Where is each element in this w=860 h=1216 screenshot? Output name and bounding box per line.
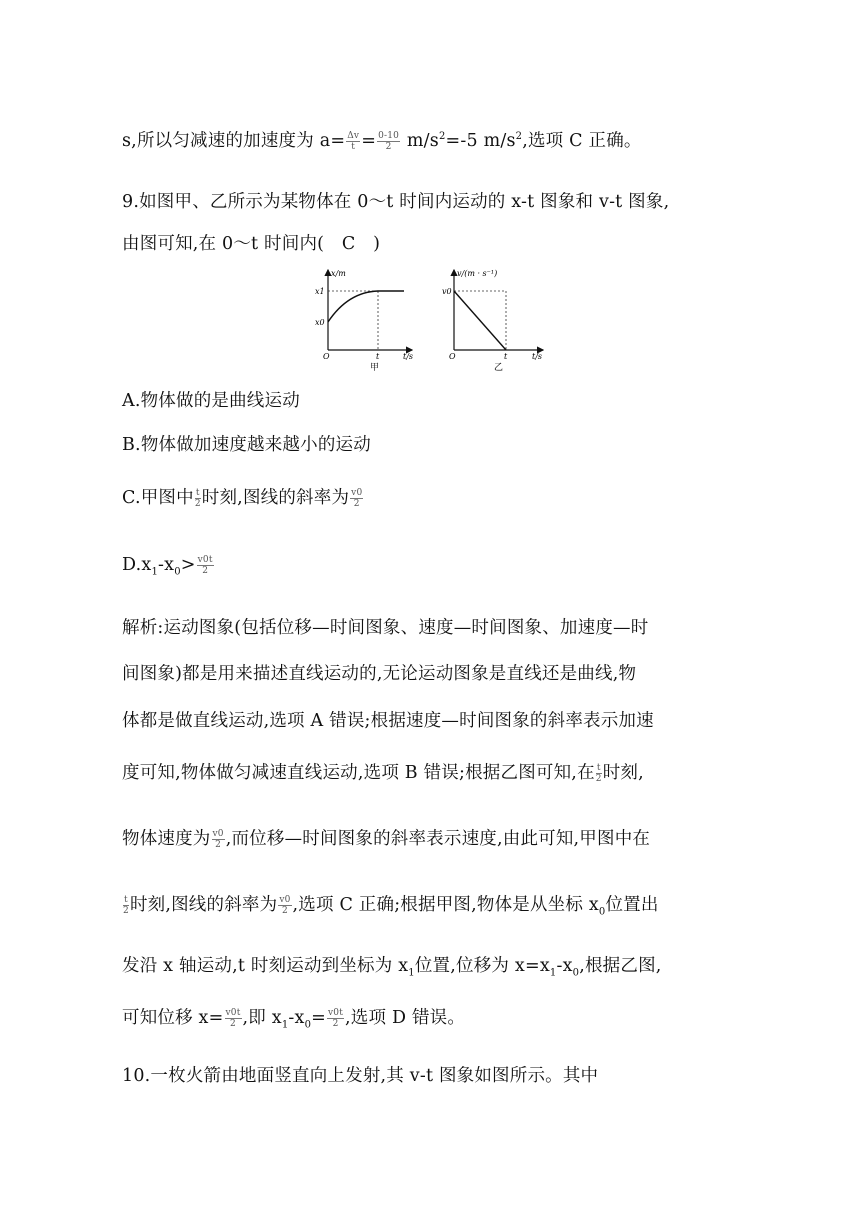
fraction: $\frac{v0t}{2}$ xyxy=(328,1008,344,1029)
fraction: $\frac{v0t}{2}$ xyxy=(225,1008,241,1029)
option-a: A.物体做的是曲线运动 xyxy=(122,391,300,411)
question-9-line-2: 由图可知,在 0～t 时间内( C ) xyxy=(122,234,381,254)
analysis-line-1: 解析:运动图象(包括位移—时间图象、速度—时间图象、加速度—时 xyxy=(122,618,649,638)
origin-label: O xyxy=(323,352,330,361)
x-axis-label: t/s xyxy=(532,352,543,361)
t-label: t xyxy=(504,352,508,361)
y-axis-label: x/m xyxy=(331,269,346,278)
option-b: B.物体做加速度越来越小的运动 xyxy=(122,435,371,455)
v0-label: v0 xyxy=(442,287,452,296)
motion-graphs-figure xyxy=(308,262,558,378)
text-line: s,所以匀减速的加速度为 a= $\frac{\Delta v}{t}$ = $\frac{0-10}{2}$ $m/s^2=-5$ $m/s^2$,选项 C 正确。 xyxy=(122,131,642,152)
fraction: $\frac{t}{2}$ xyxy=(123,895,129,916)
question-9-line-1: 9.如图甲、乙所示为某物体在 0～t 时间内运动的 x-t 图象和 v-t 图象, xyxy=(122,192,670,212)
fraction: $\frac{v0}{2}$ xyxy=(212,829,224,850)
fraction: $\frac{v0}{2}$ xyxy=(351,488,363,509)
analysis-line-6: $\frac{t}{2}$ 时刻,图线的斜率为 $\frac{v0}{2}$ ,选项 C 正确;根据甲图,物体是从坐标 $x_0$位置出 xyxy=(123,895,659,918)
x-t-graph xyxy=(315,269,413,373)
analysis-line-5: 物体速度为 $\frac{v0}{2}$ ,而位移—时间图象的斜率表示速度,由此可知,甲图中在 xyxy=(122,829,651,850)
fraction: $\frac{t}{2}$ xyxy=(595,763,602,784)
text: s,所以匀减速的加速度为 a= xyxy=(122,131,346,151)
graphs-svg xyxy=(308,262,558,374)
question-10-line-1: 10.一枚火箭由地面竖直向上发射,其 v-t 图象如图所示。其中 xyxy=(122,1066,599,1086)
fraction: $\frac{t}{2}$ xyxy=(194,488,201,509)
v-t-line xyxy=(454,291,506,350)
x0-label: x0 xyxy=(315,318,325,327)
fraction: $\frac{v0t}{2}$ xyxy=(197,555,213,576)
fraction: $\frac{v0}{2}$ xyxy=(279,895,291,916)
option-d: $D.x_1-x_0>$ $\frac{v0t}{2}$ xyxy=(122,555,213,578)
analysis-line-7: 发沿 x 轴运动,t 时刻运动到坐标为 $x_1$位置,位移为 $x=x_1-x_0$,根据乙图, xyxy=(122,956,662,979)
caption-yi: 乙 xyxy=(494,363,504,373)
t-label: t xyxy=(376,352,380,361)
origin-label: O xyxy=(449,352,456,361)
x-t-curve xyxy=(328,291,404,322)
fraction: $\frac{\Delta v}{t}$ xyxy=(347,131,360,152)
caption-jia: 甲 xyxy=(370,363,380,373)
x1-label: x1 xyxy=(315,287,325,296)
analysis-line-8: 可知位移 x= $\frac{v0t}{2}$ ,即 $x_1-x_0=$ $\frac{v0t}{2}$ ,选项 D 错误。 xyxy=(122,1008,466,1031)
analysis-line-2: 间图象)都是用来描述直线运动的,无论运动图象是直线还是曲线,物 xyxy=(122,664,637,684)
y-axis-label: v/(m · s⁻¹) xyxy=(457,269,498,278)
analysis-line-3: 体都是做直线运动,选项 A 错误;根据速度—时间图象的斜率表示加速 xyxy=(122,711,654,731)
v-t-graph xyxy=(442,269,543,373)
option-c: C.甲图中 $\frac{t}{2}$ 时刻,图线的斜率为 $\frac{v0}{2}$ xyxy=(122,488,363,509)
fraction: $\frac{0-10}{2}$ xyxy=(378,131,400,152)
x-axis-label: t/s xyxy=(403,352,414,361)
analysis-line-4: 度可知,物体做匀减速直线运动,选项 B 错误;根据乙图可知,在 $\frac{t}{2}$ 时刻, xyxy=(122,763,644,784)
